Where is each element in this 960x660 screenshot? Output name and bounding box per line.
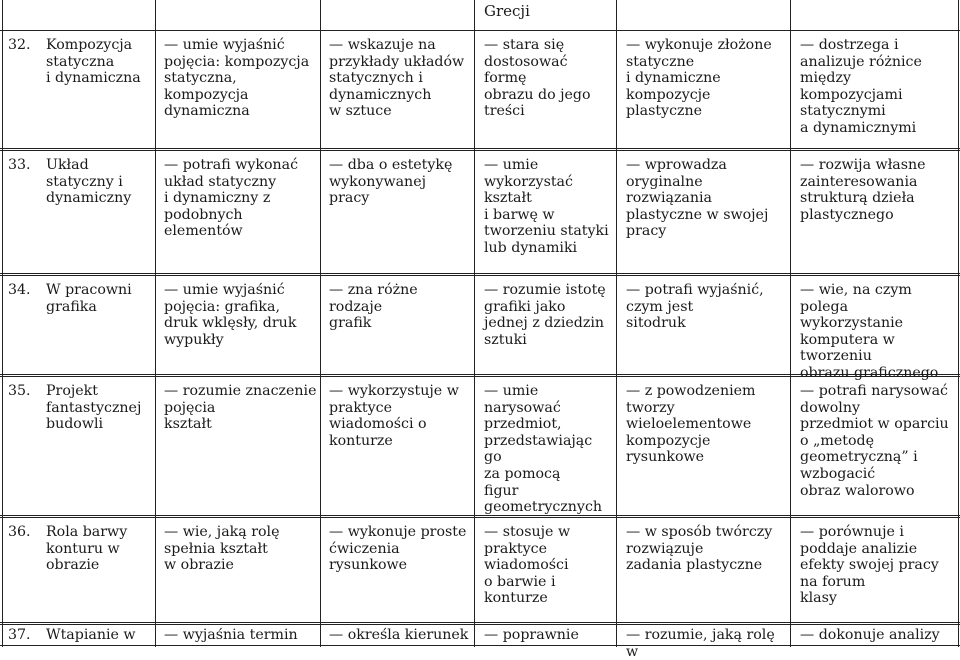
- row-number: 36.: [8, 524, 31, 540]
- row-divider: [0, 275, 960, 276]
- requirement-text: potrafi wyjaśnić, czym jest sitodruk: [626, 282, 764, 332]
- row-divider: [0, 150, 960, 151]
- topic-cell: W pracowni grafika: [46, 282, 132, 315]
- requirement-cell: [329, 627, 473, 645]
- row-number: 32.: [8, 37, 31, 53]
- topic-cell: Układ statyczny i dynamiczny: [46, 157, 132, 207]
- requirement-cell: [626, 524, 788, 574]
- row-number: 33.: [8, 157, 31, 173]
- requirement-text: umie wyjaśnić pojęcia: grafika, druk wklęsły, druk wypukły: [164, 282, 297, 348]
- requirement-cell: [484, 37, 614, 120]
- row-divider: [0, 622, 960, 623]
- column-divider: [790, 0, 791, 647]
- requirement-cell: [800, 282, 956, 382]
- row-divider: [0, 645, 960, 646]
- column-divider: [2, 0, 3, 647]
- row-divider: [0, 148, 960, 149]
- requirement-cell: [800, 37, 956, 137]
- requirement-text: umie narysować przedmiot, przedstawiając go za pomocą figur geometrycznych: [484, 383, 603, 516]
- requirement-cell: [626, 282, 788, 332]
- requirement-text: rozumie istotę grafiki jako jednej z dziedzin sztuki: [484, 282, 606, 348]
- requirement-text: potrafi wykonać układ statyczny i dynamiczny z podobnych elementów: [164, 157, 299, 240]
- requirement-text: stara się dostosować formę obrazu do jego treści: [484, 37, 591, 120]
- requirement-cell: [800, 524, 956, 607]
- row-divider: [0, 517, 960, 518]
- requirement-text: wyjaśnia termin: [182, 627, 298, 643]
- requirement-text: wykorzystuje w praktyce wiadomości o konturze: [329, 383, 459, 449]
- column-divider: [474, 0, 475, 647]
- topic-cell: Projekt fantastycznej budowli: [46, 383, 142, 433]
- requirement-text: dokonuje analizy: [818, 627, 940, 643]
- requirement-cell: [329, 282, 473, 332]
- requirement-cell: [626, 157, 788, 240]
- requirement-text: dba o estetykę wykonywanej pracy: [329, 157, 453, 207]
- requirement-cell: [800, 383, 956, 499]
- row-number: 37.: [8, 627, 31, 643]
- row-divider: [0, 515, 960, 516]
- requirement-text: w sposób twórczy rozwiązuje zadania plastyczne: [626, 524, 773, 574]
- column-divider: [320, 0, 321, 647]
- requirement-cell: [164, 383, 318, 433]
- requirement-text: wprowadza oryginalne rozwiązania plastyczne w swojej pracy: [626, 157, 769, 240]
- topic-cell: Rola barwy konturu w obrazie: [46, 524, 128, 574]
- requirement-cell: [484, 524, 614, 607]
- column-divider: [958, 0, 959, 647]
- requirement-cell: [484, 627, 615, 645]
- requirement-cell: [164, 282, 318, 348]
- requirement-text: zna różne rodzaje grafik: [329, 282, 418, 332]
- requirement-cell: [484, 157, 614, 257]
- requirement-cell: [484, 383, 614, 516]
- row-number: 35.: [8, 383, 31, 399]
- requirement-text: wykonuje złożone statyczne i dynamiczne kompozycje plastyczne: [626, 37, 772, 120]
- requirement-cell: [164, 524, 318, 574]
- requirement-text: wie, jaką rolę spełnia kształt w obrazie: [164, 524, 280, 574]
- requirement-cell: [329, 157, 473, 207]
- row-divider: [0, 30, 960, 31]
- requirement-text: wykonuje proste ćwiczenia rysunkowe: [329, 524, 467, 574]
- requirement-text: potrafi narysować dowolny przedmiot w oparciu o „metodę geometryczną” i wzbogacić obraz walorowo: [800, 383, 949, 499]
- requirement-cell: [164, 37, 318, 120]
- requirement-text: rozumie znaczenie pojęcia kształt: [164, 383, 317, 433]
- requirement-cell: [626, 627, 789, 660]
- row-divider: [0, 273, 960, 274]
- requirement-cell: [329, 383, 473, 449]
- requirement-cell: [626, 383, 788, 466]
- requirement-text: wie, na czym polega wykorzystanie komputera w tworzeniu obrazu graficznego: [800, 282, 939, 381]
- requirement-text: z powodzeniem tworzy wieloelementowe kompozycje rysunkowe: [626, 383, 756, 466]
- topic-cell: Kompozycja statyczna i dynamiczna: [46, 37, 141, 87]
- row-divider: [0, 624, 960, 625]
- column-divider: [155, 0, 156, 647]
- requirement-text: dostrzega i analizuje różnice między kompozycjami statycznymi a dynamicznymi: [800, 37, 922, 136]
- requirement-text: wskazuje na przykłady układów statycznych i dynamicznych w sztuce: [329, 37, 465, 120]
- requirement-cell: [329, 37, 473, 120]
- row-number: 34.: [8, 282, 31, 298]
- requirement-cell: [800, 157, 956, 223]
- requirement-text: porównuje i poddaje analizie efekty swojej pracy na forum klasy: [800, 524, 939, 607]
- requirement-text: rozumie, jaką rolę w: [626, 627, 775, 660]
- requirement-text: umie wyjaśnić pojęcia: kompozycja statyczna, kompozycja dynamiczna: [164, 37, 310, 120]
- requirement-text: określa kierunek: [347, 627, 469, 643]
- topic-cell: Wtapianie w: [46, 627, 136, 643]
- requirement-cell: [800, 627, 957, 645]
- column-divider: [616, 0, 617, 647]
- requirement-cell: [164, 627, 319, 645]
- requirement-cell: [164, 157, 318, 240]
- requirement-cell: [329, 524, 473, 574]
- requirement-cell: [626, 37, 788, 120]
- previous-row-fragment: Grecji: [484, 2, 530, 20]
- requirement-text: stosuje w praktyce wiadomości o barwie i konturze: [484, 524, 571, 607]
- requirement-text: rozwija własne zainteresowania strukturą dzieła plastycznego: [800, 157, 926, 223]
- requirement-cell: [484, 282, 614, 348]
- requirement-text: poprawnie: [502, 627, 579, 643]
- requirement-text: umie wykorzystać kształt i barwę w tworzeniu statyki lub dynamiki: [484, 157, 609, 256]
